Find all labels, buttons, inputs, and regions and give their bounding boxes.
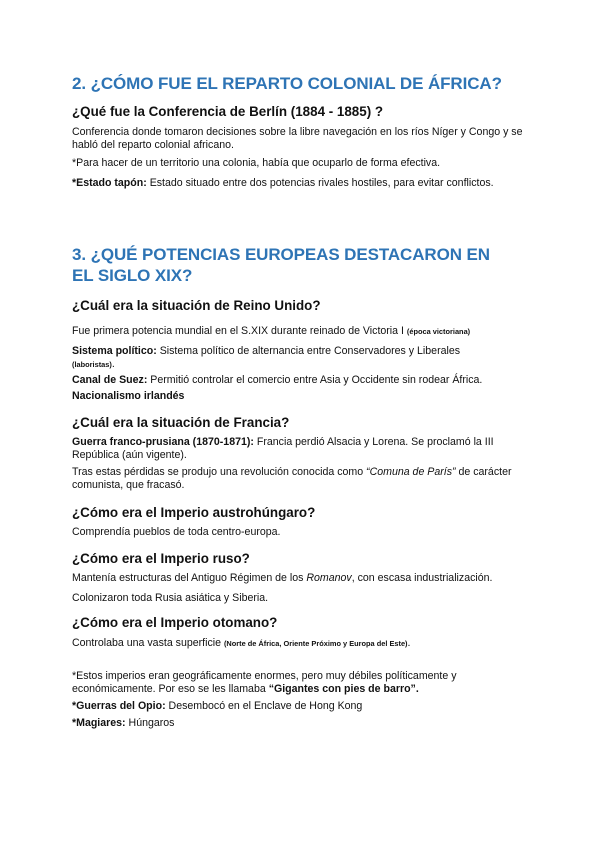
france-p2-text-b: de carácter comunista, que fracasó. [72,466,512,491]
estado-tapon-label: *Estado tapón: [72,177,147,189]
russia-p1-b: , con escasa industrialización. [351,572,493,584]
guerra-franco-prusiana-text: Francia perdió Alsacia y Lorena. Se proclamó la III República (aún vigente). [72,436,494,461]
section-3-title-line-1: 3. ¿QUÉ POTENCIAS EUROPEAS DESTACARON EN [72,245,490,264]
ottoman-p1-text: Controlaba una vasta superficie [72,637,224,649]
guerra-franco-prusiana-label: Guerra franco-prusiana (1870-1871): [72,436,254,448]
section-2-paragraph-2: *Para hacer de un territorio una colonia, había que ocuparlo de forma efectiva. [72,157,441,169]
section-2-paragraph-1: Conferencia donde tomaron decisiones sobre la libre navegación en los ríos Níger y Congo y se habló del reparto colonial africano. [72,126,523,151]
france-paragraph-1 [72,436,532,462]
magiares-label: *Magiares: [72,717,126,729]
note-1 [72,670,532,696]
gigantes-pies-barro: “Gigantes con pies de barro”. [268,683,419,695]
note-2 [72,700,532,713]
note-3 [72,717,532,730]
russia-paragraph-2: Colonizaron toda Rusia asiática y Siberia. [72,592,269,604]
section-3-title-line-2: EL SIGLO XIX? [72,266,193,285]
uk-paragraph-2 [72,345,532,371]
russia-heading: ¿Cómo era el Imperio ruso? [72,551,250,566]
sistema-politico-tail: . [111,358,115,370]
russia-p1-a: Mantenía estructuras del Antiguo Régimen de los [72,572,307,584]
estado-tapon-text: Estado situado entre dos potencias rivales hostiles, para evitar conflictos. [146,177,494,189]
sistema-politico-small: (laboristas) [72,360,112,369]
sistema-politico-text: Sistema político de alternancia entre Conservadores y Liberales [156,345,461,357]
austro-heading: ¿Cómo era el Imperio austrohúngaro? [72,505,316,520]
canal-suez-label: Canal de Suez: [72,374,148,386]
uk-heading: ¿Cuál era la situación de Reino Unido? [72,298,321,313]
uk-paragraph-4: Nacionalismo irlandés [72,390,185,402]
note-1-text: *Estos imperios eran geográficamente enormes, pero muy débiles políticamente y económicamente. Por eso se les llamaba [72,670,457,695]
romanov-text: Romanov [306,572,352,584]
russia-paragraph-1 [72,572,532,585]
ottoman-paragraph-1 [72,637,532,650]
uk-paragraph-3 [72,374,532,387]
section-2-title: 2. ¿CÓMO FUE EL REPARTO COLONIAL DE ÁFRICA? [72,74,502,93]
canal-suez-text: Permitió controlar el comercio entre Asia y Occidente sin rodear África. [147,374,483,386]
ottoman-heading: ¿Cómo era el Imperio otomano? [72,615,278,630]
guerras-opio-label: *Guerras del Opio: [72,700,166,712]
uk-paragraph-1 [72,325,532,338]
section-3-title [72,244,532,286]
sistema-politico-label: Sistema político: [72,345,157,357]
section-2-subtitle: ¿Qué fue la Conferencia de Berlín (1884 - 1885) ? [72,104,384,119]
uk-p1-small: (época victoriana) [406,327,471,336]
ottoman-p1-tail: . [407,637,411,649]
france-p2-text-a: Tras estas pérdidas se produjo una revolución conocida como [72,466,367,478]
magiares-text: Húngaros [125,717,175,729]
france-heading: ¿Cuál era la situación de Francia? [72,415,290,430]
comuna-paris-quote: “Comuna de París” [366,466,456,478]
austro-paragraph-1: Comprendía pueblos de toda centro-europa. [72,526,281,538]
section-2-paragraph-3 [72,177,532,190]
guerras-opio-text: Desembocó en el Enclave de Hong Kong [165,700,363,712]
ottoman-p1-small: (Norte de África, Oriente Próximo y Europa del Este) [223,639,408,648]
uk-p1-text: Fue primera potencia mundial en el S.XIX durante reinado de Victoria I [72,325,407,337]
france-paragraph-2 [72,466,532,492]
